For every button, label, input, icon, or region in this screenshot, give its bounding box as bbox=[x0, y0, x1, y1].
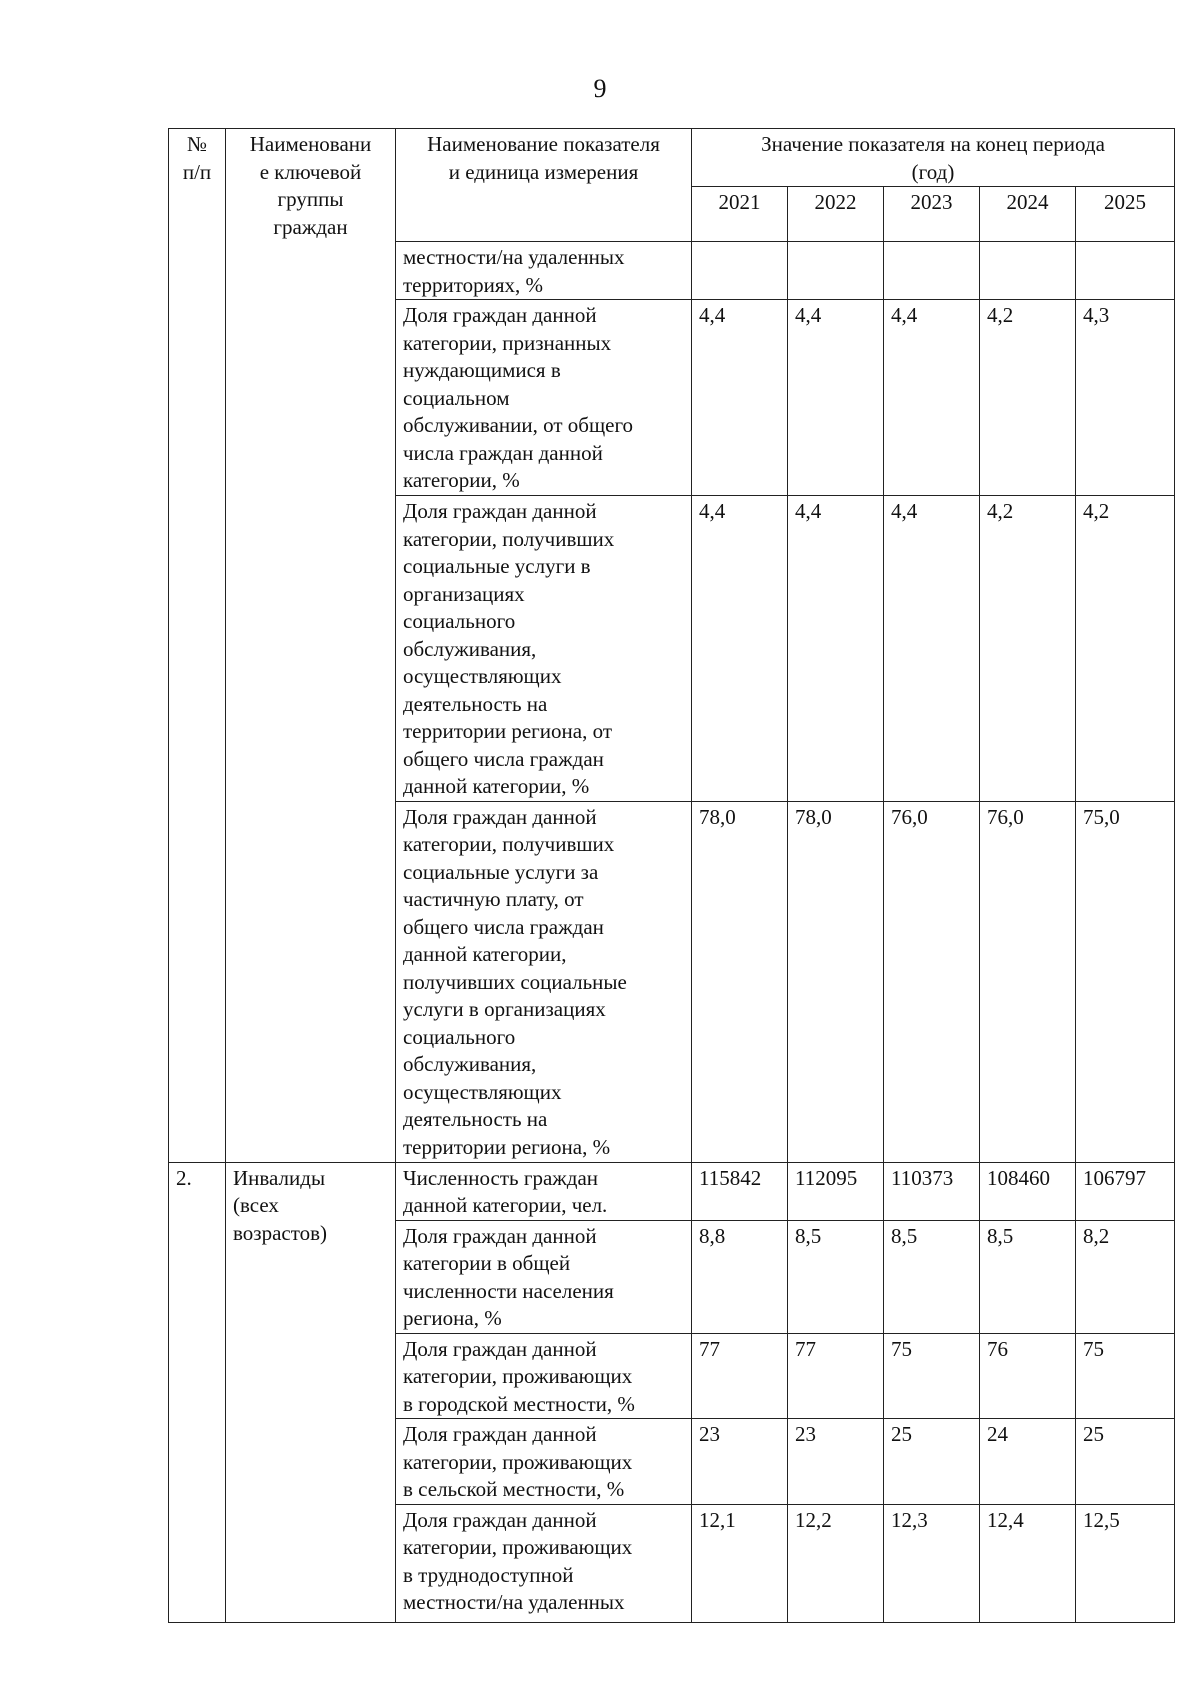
value-2024: 76,0 bbox=[980, 801, 1076, 1162]
value-2025: 4,2 bbox=[1076, 496, 1175, 802]
value-2021: 4,4 bbox=[692, 496, 788, 802]
value-2024: 24 bbox=[980, 1419, 1076, 1505]
value-2023: 12,3 bbox=[884, 1504, 980, 1622]
value-2023: 110373 bbox=[884, 1162, 980, 1220]
value-2022: 78,0 bbox=[788, 801, 884, 1162]
indicator-name: Доля граждан данной категории, проживающих в труднодоступной местности/на удаленных bbox=[396, 1504, 692, 1622]
value-2023: 4,4 bbox=[884, 300, 980, 496]
indicator-name: местности/на удаленных территориях, % bbox=[396, 242, 692, 300]
value-2021: 77 bbox=[692, 1333, 788, 1419]
value-2025: 25 bbox=[1076, 1419, 1175, 1505]
header-row bbox=[169, 129, 1175, 187]
indicators-table bbox=[168, 128, 1175, 1623]
group-name: Инвалиды (всех возрастов) bbox=[226, 1162, 396, 1622]
value-2025: 75 bbox=[1076, 1333, 1175, 1419]
value-2022: 12,2 bbox=[788, 1504, 884, 1622]
value-2022: 23 bbox=[788, 1419, 884, 1505]
value-2024: 4,2 bbox=[980, 300, 1076, 496]
year-2021: 2021 bbox=[692, 187, 788, 242]
header-group: Наименовани е ключевой группы граждан bbox=[226, 129, 396, 1163]
indicator-name: Доля граждан данной категории, проживающих в городской местности, % bbox=[396, 1333, 692, 1419]
value-2025 bbox=[1076, 242, 1175, 300]
value-2025: 8,2 bbox=[1076, 1220, 1175, 1333]
table-row bbox=[169, 1162, 1175, 1220]
year-2025: 2025 bbox=[1076, 187, 1175, 242]
value-2022 bbox=[788, 242, 884, 300]
value-2024: 4,2 bbox=[980, 496, 1076, 802]
value-2025: 12,5 bbox=[1076, 1504, 1175, 1622]
indicator-name: Численность граждан данной категории, чел. bbox=[396, 1162, 692, 1220]
value-2022: 112095 bbox=[788, 1162, 884, 1220]
value-2024: 12,4 bbox=[980, 1504, 1076, 1622]
indicator-name: Доля граждан данной категории в общей численности населения региона, % bbox=[396, 1220, 692, 1333]
value-2023: 25 bbox=[884, 1419, 980, 1505]
value-2021: 4,4 bbox=[692, 300, 788, 496]
header-value-period: Значение показателя на конец периода (год) bbox=[692, 129, 1175, 187]
year-2024: 2024 bbox=[980, 187, 1076, 242]
value-2025: 75,0 bbox=[1076, 801, 1175, 1162]
header-indicator: Наименование показателя и единица измерения bbox=[396, 129, 692, 242]
group-number: 2. bbox=[169, 1162, 226, 1622]
indicator-name: Доля граждан данной категории, проживающих в сельской местности, % bbox=[396, 1419, 692, 1505]
indicator-name: Доля граждан данной категории, получивших социальные услуги в организациях социального обслуживания, осуществляющих деятельность на территории региона, от общего числа граждан данной категории, % bbox=[396, 496, 692, 802]
value-2025: 106797 bbox=[1076, 1162, 1175, 1220]
year-2022: 2022 bbox=[788, 187, 884, 242]
value-2023: 76,0 bbox=[884, 801, 980, 1162]
value-2022: 4,4 bbox=[788, 300, 884, 496]
page-number: 9 bbox=[593, 74, 607, 103]
value-2022: 77 bbox=[788, 1333, 884, 1419]
value-2021: 23 bbox=[692, 1419, 788, 1505]
value-2025: 4,3 bbox=[1076, 300, 1175, 496]
year-2023: 2023 bbox=[884, 187, 980, 242]
indicator-name: Доля граждан данной категории, получивших социальные услуги за частичную плату, от общего числа граждан данной категории, получивших социальные услуги в организациях социального обслуживания, осуществляющих деятельность на территории региона, % bbox=[396, 801, 692, 1162]
value-2021: 12,1 bbox=[692, 1504, 788, 1622]
value-2023: 8,5 bbox=[884, 1220, 980, 1333]
value-2021: 115842 bbox=[692, 1162, 788, 1220]
header-num: № п/п bbox=[169, 129, 226, 1163]
value-2021 bbox=[692, 242, 788, 300]
value-2021: 78,0 bbox=[692, 801, 788, 1162]
value-2024: 8,5 bbox=[980, 1220, 1076, 1333]
value-2024: 108460 bbox=[980, 1162, 1076, 1220]
value-2023 bbox=[884, 242, 980, 300]
value-2022: 8,5 bbox=[788, 1220, 884, 1333]
value-2023: 4,4 bbox=[884, 496, 980, 802]
value-2021: 8,8 bbox=[692, 1220, 788, 1333]
value-2024 bbox=[980, 242, 1076, 300]
value-2022: 4,4 bbox=[788, 496, 884, 802]
indicator-name: Доля граждан данной категории, признанных нуждающимися в социальном обслуживании, от общего числа граждан данной категории, % bbox=[396, 300, 692, 496]
value-2024: 76 bbox=[980, 1333, 1076, 1419]
value-2023: 75 bbox=[884, 1333, 980, 1419]
